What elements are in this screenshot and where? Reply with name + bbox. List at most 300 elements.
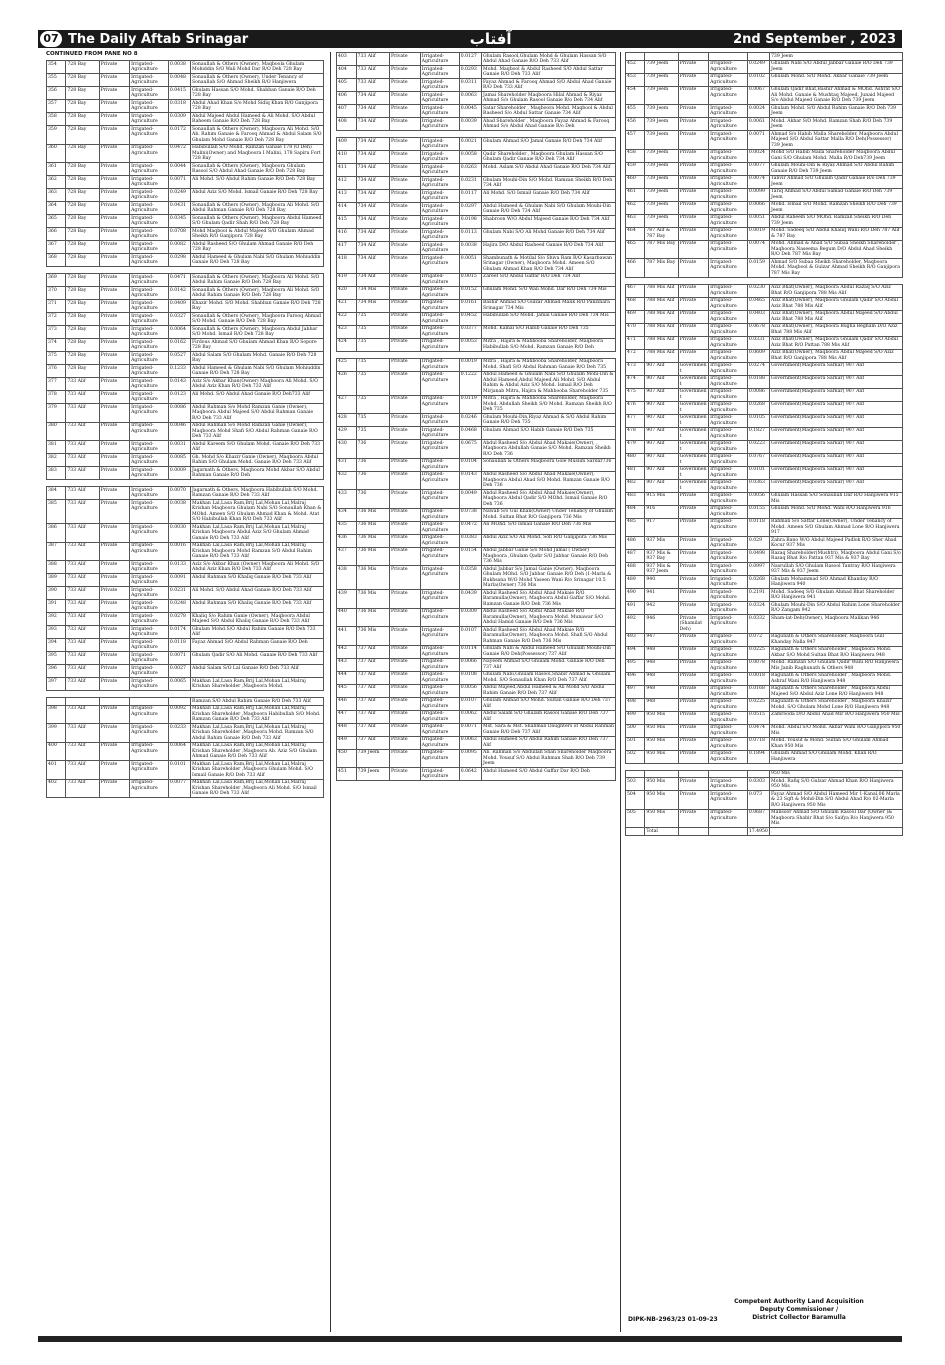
table-row <box>47 542 324 561</box>
table-cell: 502 <box>626 750 645 763</box>
table-cell: 736 Mis <box>356 566 389 590</box>
table-cell: 737 Alif <box>356 645 389 658</box>
table-cell: Private <box>678 685 708 698</box>
table-cell: 0.0439 <box>459 590 481 609</box>
table-cell: 788 Mis Alif <box>645 284 678 297</box>
table-cell: Government <box>678 414 708 427</box>
table-cell: 739 Jeem <box>645 214 678 227</box>
table-cell: Private <box>678 310 708 323</box>
table-cell: Ghulam Mohammad S/O Ahmad Khanday R/O Hanjiwera 940 <box>770 576 903 589</box>
table-cell: 439 <box>337 590 357 609</box>
table-cell: 478 <box>626 427 645 440</box>
table-cell: Ghulam Rasool,Ghulam Mohd & Ghulam Hassan S/O Abdul Ahad Ganaie R/O Deh 733 Alif <box>482 53 616 66</box>
table-cell: 737 Alif <box>356 671 389 684</box>
table-cell: 476 <box>626 401 645 414</box>
table-cell: Private <box>678 240 708 259</box>
table-cell: 735 <box>356 395 389 414</box>
table-cell: Private <box>389 458 420 471</box>
table-cell: 728 Bay <box>66 352 99 365</box>
table-row <box>47 113 324 126</box>
table-cell: 735 <box>356 414 389 427</box>
table-cell: 736 Mis <box>356 627 389 646</box>
table-cell: Irrigated-Agriculture <box>709 349 748 362</box>
table-cell: 479 <box>626 440 645 453</box>
table-cell: 0.0159 <box>747 259 769 278</box>
table-cell: 0.0071 <box>168 176 190 189</box>
table-cell: Irrigated-Agriculture <box>709 214 748 227</box>
continued-label: CONTINUED FROM PANE NO 8 <box>46 51 138 57</box>
table-cell: Private <box>99 352 129 365</box>
table-cell: 733 Alif <box>66 779 99 798</box>
table-cell: 735 <box>356 427 389 440</box>
table-cell: 0.0104 <box>459 458 481 471</box>
table-cell: Private <box>678 86 708 105</box>
table-cell: 942 <box>645 602 678 615</box>
table-cell: 0.0474 <box>747 724 769 737</box>
table-cell: Irrigated-Agriculture <box>130 113 169 126</box>
table-cell: Mohd. Ahmad & Ahad S/O Subaa Sheikh Shareholder , Maqboora Naseema Begum D/O Abdul Ahad Sheikh R/O Deh 787 Mis Bay <box>770 240 903 259</box>
table-cell: Abdul Majeed,Abdul Hameed & Ali Mohd S/O Abdul Rahim Ganaie R/O Deh 737 Alif <box>482 684 616 697</box>
table-row <box>337 190 616 203</box>
table-row <box>337 203 616 216</box>
table-cell: Private <box>99 87 129 100</box>
table-row <box>337 66 616 79</box>
table-cell: 0.0471 <box>168 274 190 287</box>
table-cell: Private <box>678 778 708 791</box>
table-cell: Irrigated-Agriculture <box>130 87 169 100</box>
table-cell: Abdul Rasheed S/o Abdul Ahad Makaie R/O Baramulla(Owner), Maqboora Mohd. Munawar S/O Abdul Hamid Ganaie R/O Deh 736 Mis <box>482 608 616 627</box>
table-cell: Sonaullah & Others (Owner), Maqboora Farooq Ahmad S/O Mohd. Ganaie R/O Deh 728 Bay <box>191 313 324 326</box>
table-cell: Irrigated-Agriculture <box>130 144 169 163</box>
table-cell: 950 Mis <box>645 809 678 828</box>
table-cell: Irrigated-Agriculture <box>709 809 748 828</box>
table-cell: Private <box>99 215 129 228</box>
table-cell: Aziz S/o Akbar Khan (Owner) Maqboora Ali Mohd. S/O Abdul Aziz Khan R/O Deh 733 Alif <box>191 561 324 574</box>
table-row <box>47 365 324 378</box>
table-cell: Private <box>678 227 708 240</box>
table-cell: 0.0142 <box>168 287 190 300</box>
table-row <box>626 284 903 297</box>
table-row <box>47 339 324 352</box>
table-cell: Ghulam Ahmad S/O Habib Ganaie R/O Deh 735 <box>482 427 616 440</box>
table-cell: Private <box>389 299 420 312</box>
table-cell: Irrigated-Agriculture <box>130 524 169 543</box>
table-cell: Ghulam Nabi S/O Abdul Jabbar Ganaie R/O Deh 739 Jeem <box>770 60 903 73</box>
table-cell: Ghulam Mouhi-Din S/O Abdul Rahim Lone Shareholder R/O Zangam 942 <box>770 602 903 615</box>
table-cell: 413 <box>337 190 357 203</box>
table-cell: 937 Mis <box>645 537 678 550</box>
table-cell: 494 <box>626 646 645 659</box>
table-cell: Sonaullah & Others (Owner), Maqboora Abdul Hameed S/O Ghulam Qadir Shah R/O Deh 728 Bay <box>191 215 324 228</box>
table-cell: Makhan Lal,Lasa Ram,Brij Lal,Mohan Lal,Malraj Krishan Shareholder ,Maqboora Mohd. <box>191 678 324 691</box>
table-cell: 0.0162 <box>168 339 190 352</box>
table-cell: 734 Alif <box>356 138 389 151</box>
table-cell: Irrigated-Agriculture <box>709 518 748 537</box>
table-cell: 733 Alif <box>66 561 99 574</box>
table-cell: 0.0063 <box>459 92 481 105</box>
table-cell: 737 Alif <box>356 736 389 749</box>
table-cell: 728 Bay <box>66 100 99 113</box>
table-cell: 424 <box>337 338 357 351</box>
table-cell: Mohd S/O Habib Malla Shareholder Maqboora Abdul Gani S/O Ghulam Mohd. Malla R/O Deh739 Jeem <box>770 149 903 162</box>
table-cell: Government <box>678 479 708 492</box>
table-cell: 0.0018 <box>747 672 769 685</box>
table-row <box>47 202 324 215</box>
table-row <box>337 658 616 671</box>
table-cell: 728 Bay <box>66 287 99 300</box>
table-cell: Private <box>389 471 420 490</box>
land-table <box>46 60 324 267</box>
table-cell: Jagarnath & Others, Maqboora Habibullah S/O Mohd. Ramzan Ganaie R/O Deh 733 Alif <box>191 487 324 500</box>
table-cell: Irrigated-Agriculture <box>130 352 169 365</box>
table-cell: 364 <box>47 202 66 215</box>
table-cell: 788 Mis Alif <box>645 349 678 362</box>
table-cell: Private <box>389 534 420 547</box>
signature-block <box>699 1298 899 1322</box>
table-cell: Irrigated-Agriculture <box>709 323 748 336</box>
table-cell: Private <box>389 684 420 697</box>
table-cell: Private <box>99 365 129 378</box>
land-table <box>46 273 324 480</box>
table-cell: Irrigated-Agriculture <box>420 471 459 490</box>
table-cell: 412 <box>337 177 357 190</box>
table-cell: Irrigated-Agriculture <box>420 164 459 177</box>
table-cell: 0.0174 <box>168 626 190 639</box>
table-cell: Sonaullah & Others (Owner), Under Tenancy of Sonaullah S/O Ahmad Sheikh R/O Hanjiwera <box>191 74 324 87</box>
table-cell: 17.4950 <box>748 828 768 834</box>
table-row <box>47 454 324 467</box>
table-cell: 0.0331 <box>747 336 769 349</box>
masthead <box>38 30 902 48</box>
table-cell: Irrigated-Agriculture <box>130 254 169 267</box>
table-cell: 391 <box>47 600 66 613</box>
table-row <box>337 371 616 395</box>
table-cell: 0.0268 <box>747 576 769 589</box>
table-cell: 733 Alif <box>66 574 99 587</box>
table-cell: 450 <box>337 749 357 768</box>
table-row <box>626 737 903 750</box>
table-cell: 358 <box>47 113 66 126</box>
table-cell: Private <box>389 427 420 440</box>
table-cell: Irrigated-Agriculture <box>130 467 169 480</box>
table-cell: Abdul Majeed Abdul Hameed & Ali Mohd. S/O Abdul Raheem Ganaie R/O Deh 728 Bay <box>191 113 324 126</box>
table-cell: 379 <box>47 404 66 423</box>
paper-logo: آفتاب <box>469 30 512 48</box>
table-row <box>626 162 903 175</box>
table-cell: 907 Alif <box>645 388 678 401</box>
table-cell: Private <box>678 259 708 278</box>
table-cell: 0.0377 <box>459 325 481 338</box>
table-cell: Irrigated-Agriculture <box>420 138 459 151</box>
table-cell: 0.0024 <box>747 149 769 162</box>
table-cell: Private <box>678 672 708 685</box>
table-cell: Government(Maqboora Sarkar) 907 Alif <box>770 479 903 492</box>
table-cell: Government <box>678 375 708 388</box>
table-cell: Irrigated-Agriculture <box>420 395 459 414</box>
table-row <box>337 471 616 490</box>
table-cell: Zareef S/O Abdul Gaffar R/O Deh 734 Alif <box>482 273 616 286</box>
table-cell: 948 <box>645 646 678 659</box>
table-cell: 0.0101 <box>747 466 769 479</box>
table-cell: 728 Bay <box>66 126 99 145</box>
table-cell: Private <box>389 710 420 723</box>
table-row <box>337 242 616 255</box>
table-cell: 739 Jeem <box>645 86 678 105</box>
table-cell: Government <box>678 388 708 401</box>
table-cell: 0.0118 <box>747 518 769 537</box>
table-cell: 728 Bay <box>66 274 99 287</box>
land-table <box>625 770 903 836</box>
table-cell: Government <box>678 466 708 479</box>
table-cell: 0.0225 <box>747 646 769 659</box>
table-row <box>47 705 324 724</box>
table-cell: 948 <box>645 672 678 685</box>
table-cell: 0.0056 <box>459 684 481 697</box>
table-cell: 492 <box>626 615 645 634</box>
table-cell: Irrigated-Agriculture <box>709 201 748 214</box>
table-cell: 734 Alif <box>356 242 389 255</box>
table-cell <box>130 698 169 706</box>
table-cell: Mohd. Rafiq S/O Gulzar Ahmad Khan R/O Hanjiwera 950 Mis <box>770 778 903 791</box>
table-row <box>47 326 324 339</box>
table-row <box>626 440 903 453</box>
table-cell: 433 <box>337 490 357 509</box>
table-cell: 407 <box>337 105 357 118</box>
table-row <box>626 809 903 828</box>
table-cell: Nayeem Ahmad S/O Ghulam Mohd. Ganaie R/O Deh 737 Alif <box>482 658 616 671</box>
table-cell <box>747 770 769 778</box>
table-cell: Nasrullah S/O Ghulam Rasool Tantray R/O Hanjiwera 937 Mis & 937 Jeem <box>770 563 903 576</box>
table-cell: Irrigated-Agriculture <box>709 466 748 479</box>
table-row <box>47 665 324 678</box>
table-cell: Irrigated-Agriculture <box>130 626 169 639</box>
bottom-rule <box>38 1336 902 1342</box>
table-cell: Irrigated-Agriculture <box>130 500 169 524</box>
table-row <box>47 215 324 228</box>
table-cell: Private <box>678 73 708 86</box>
table-cell: Irrigated-Agriculture <box>130 176 169 189</box>
table-cell: 404 <box>337 66 357 79</box>
table-row <box>337 684 616 697</box>
table-cell: 916 <box>645 505 678 518</box>
table-cell: Irrigated-Agriculture <box>420 177 459 190</box>
table-cell: Ghulam Mohd. S/O Mohd. Wani R/O Hanjiwera 916 <box>770 505 903 518</box>
table-cell: Irrigated-Agriculture <box>709 86 748 105</box>
table-cell: 0.0155 <box>747 505 769 518</box>
table-cell: 0.0051 <box>747 214 769 227</box>
table-cell: 415 <box>337 216 357 229</box>
table-cell: 733 Alif <box>356 53 389 66</box>
table-cell: Irrigated-Agriculture <box>130 287 169 300</box>
table-cell: 0.0318 <box>168 100 190 113</box>
table-cell: 739 Jeem <box>645 175 678 188</box>
table-row <box>626 323 903 336</box>
table-cell: 397 <box>47 678 66 691</box>
table-cell: Private <box>389 216 420 229</box>
table-cell: Irrigated-Agriculture <box>130 665 169 678</box>
table-cell: 485 <box>626 518 645 537</box>
table-cell: Mohd. Aslam S/O Abdul Ahad Ganaie R/O Deh 734 Alif <box>482 164 616 177</box>
table-cell: Private <box>99 500 129 524</box>
table-cell: 733 Alif <box>66 600 99 613</box>
table-cell: 0.0161 <box>459 299 481 312</box>
table-cell: Private <box>99 626 129 639</box>
table-row <box>626 589 903 602</box>
table-cell: Irrigated-Agriculture <box>420 723 459 736</box>
table-cell: 0.0056 <box>747 492 769 505</box>
table-row <box>337 723 616 736</box>
table-cell: Private <box>389 338 420 351</box>
table-cell: 355 <box>47 74 66 87</box>
table-row <box>337 768 616 781</box>
table-cell: Tanvir Ahmad S/O Ghulam Qadir Ganaie R/o Deh 739 Jeem <box>770 175 903 188</box>
table-row <box>337 395 616 414</box>
table-cell: Ghulam Ahmad S/O Jamal Ganaie R/O Deh 734 Alif <box>482 138 616 151</box>
table-cell: Mohd. Akbar S/O Mohd. Ramzan Shah R/O Deh 739 Jeem <box>770 118 903 131</box>
table-cell: Ali Mohd. S/O Ismail Ganaie R/O Deh 734 Alif <box>482 190 616 203</box>
table-cell: 0.0031 <box>168 441 190 454</box>
table-cell <box>645 53 678 61</box>
table-cell: Private <box>99 587 129 600</box>
table-cell: 425 <box>337 358 357 371</box>
table-cell: Government(Maqboora Sarkar) 907 Alif <box>770 401 903 414</box>
table-cell: Irrigated-Agriculture <box>420 768 459 781</box>
table-row <box>626 414 903 427</box>
table-cell: 459 <box>626 162 645 175</box>
table-cell: 737 Alif <box>356 697 389 710</box>
table-cell: Private <box>99 113 129 126</box>
table-row <box>626 563 903 576</box>
table-cell: Abdul Aziz S/O Mohd. Ismail Ganaie R/O Deh 728 Bay <box>191 189 324 202</box>
table-cell: 0.0249 <box>747 60 769 73</box>
table-cell: Irrigated-Agriculture <box>130 339 169 352</box>
table-cell: 787 Mis Bay <box>645 259 678 278</box>
table-cell: Private <box>389 105 420 118</box>
table-cell: Irrigated-Agriculture <box>709 388 748 401</box>
table-cell: Government(Maqboora Sarkar) 907 Alif <box>770 388 903 401</box>
table-cell: 728 Bay <box>66 189 99 202</box>
table-cell: Irrigated-Agriculture <box>420 255 459 274</box>
table-cell: Nawab S/o Gul Khan(Owner) Under Tenancy of Ghulam Mohd. Sultan Bhat R/O Ganjipora 736 Mis <box>482 508 616 521</box>
table-cell: Abdul Hameed & Ghulam Nabi S/O Ghulam Mohiuddin Ganaie R/O Deh 728 Bay <box>191 365 324 378</box>
table-cell: 734 Alif <box>356 177 389 190</box>
table-cell: Private <box>99 326 129 339</box>
table-cell: Irrigated-Agriculture <box>420 414 459 427</box>
table-cell: Irrigated-Agriculture <box>130 761 169 780</box>
table-cell: Ghulam Hassan S/O Mohd. Shabban Ganaie R/O Deh 728 Bay <box>191 87 324 100</box>
table-cell: Irrigated-Agriculture <box>130 678 169 691</box>
table-cell: 0.0058 <box>459 151 481 164</box>
table-cell: 739 Jeem <box>645 149 678 162</box>
table-cell: 427 <box>337 395 357 414</box>
table-row <box>47 61 324 74</box>
table-cell: 461 <box>626 188 645 201</box>
table-row <box>626 791 903 810</box>
table-cell: Mitra , Hajira & Mahbooba Shareholder, Maqboora Mohd. Shafi S/O Abdul Rahman Ganaie R/O Deh 735 <box>482 358 616 371</box>
table-cell: 0.0127 <box>459 53 481 66</box>
land-table <box>336 358 616 782</box>
table-cell: Tariq Ahmad S/O Abdul Samad Ganaie R/O Deh 739 Jeem <box>770 188 903 201</box>
table-cell: 0.0085 <box>168 454 190 467</box>
table-row <box>337 547 616 566</box>
table-cell: 0.0431 <box>168 202 190 215</box>
table-row <box>626 259 903 278</box>
table-cell: 499 <box>626 711 645 724</box>
table-row <box>337 177 616 190</box>
table-cell: 431 <box>337 458 357 471</box>
table-cell: Ghulam Mohd.S/O Abdul Rahim Ganaie R/O Deh 733 Alif <box>191 626 324 639</box>
table-cell: 0.0609 <box>747 349 769 362</box>
table-cell: Jamai Shareholder Maqboora Hilal Ahmad & Riyaz Ahmad S/o Ghulam Rasool Ganaie R/o Deh 734 Alif <box>482 92 616 105</box>
table-row <box>626 297 903 310</box>
table-cell: 0.0324 <box>747 602 769 615</box>
table-cell: Irrigated-Agriculture <box>420 92 459 105</box>
table-row <box>337 358 616 371</box>
table-cell: 733 Alif <box>66 422 99 441</box>
table-cell: Private <box>99 100 129 113</box>
table-cell: 739 Jeem <box>356 768 389 781</box>
table-cell: 489 <box>626 576 645 589</box>
table-cell: Private <box>678 188 708 201</box>
table-cell: Sonaullah & Others (Owner), Maqboora Abdul Jabbar S/O Mohd. Ismail R/O Deh 728 Bay <box>191 326 324 339</box>
table-cell: 0.0074 <box>747 240 769 259</box>
table-cell: 733 Alif <box>66 542 99 561</box>
table-cell: Irrigated-Agriculture <box>130 202 169 215</box>
table-cell: 0.0498 <box>747 550 769 563</box>
table-cell: 0.0016 <box>168 542 190 561</box>
table-cell: Private <box>389 768 420 781</box>
table-cell: 477 <box>626 414 645 427</box>
table-cell: Habibullah S/O Mohd. Ramzan Ganaie 178 (O Deh) Malini(Owner) and Maqboora I Malini, 178 Sapiru Fort 728 Bay <box>191 144 324 163</box>
table-cell: 733 Alif <box>66 500 99 524</box>
table-cell: 0.0249 <box>168 189 190 202</box>
table-cell: Private <box>678 537 708 550</box>
table-cell: 0.0071 <box>168 652 190 665</box>
table-cell: 733 Alif <box>66 761 99 780</box>
table-cell: 369 <box>47 274 66 287</box>
table-cell: Irrigated-Agriculture <box>709 362 748 375</box>
table-cell: 0.0363 <box>747 479 769 492</box>
column-1 <box>46 52 324 804</box>
table-cell: Irrigated-Agriculture <box>420 66 459 79</box>
table-cell: Irrigated-Agriculture <box>420 508 459 521</box>
table-row <box>626 388 903 401</box>
table-cell: Mitra , Hajira & Mahbooba Shareholder, Maqboora Mohd. Abdullah Sheikh S/O Mohd. Ramzan Sheikh R/O Deh 735 <box>482 395 616 414</box>
table-row <box>47 189 324 202</box>
table-cell: 408 <box>337 118 357 131</box>
table-row <box>626 227 903 240</box>
table-cell: Aziz Bhat(Owner), Maqboora Ghulam Qadir S/O Abdul Aziz Bhat R/O Pattan 788 Mis Alif <box>770 336 903 349</box>
table-cell: 733 Alif <box>66 524 99 543</box>
table-cell: Ghulam Mohd. S/O Mohd. Akbar Ganaie 739 Jeem <box>770 73 903 86</box>
table-cell: 734 Alif <box>356 164 389 177</box>
table-row <box>47 287 324 300</box>
table-cell: 0.0045 <box>459 105 481 118</box>
table-row <box>626 778 903 791</box>
table-cell <box>645 770 678 778</box>
table-cell: 0.0038 <box>168 500 190 524</box>
table-cell: 371 <box>47 300 66 313</box>
table-cell: 400 <box>47 742 66 761</box>
table-cell: 733 Alif <box>66 639 99 652</box>
table-cell: Aziz Bhat(Owner), Maqboora Abdul Majeed S/O Aziz Bhat R/O Ganjipora 788 Mis Alif <box>770 349 903 362</box>
table-cell: Private <box>678 698 708 711</box>
table-row <box>626 770 903 778</box>
table-cell: 739 Jeem <box>645 201 678 214</box>
table-row <box>47 626 324 639</box>
table-cell: Private <box>389 508 420 521</box>
table-cell: 950 Mis <box>645 750 678 763</box>
